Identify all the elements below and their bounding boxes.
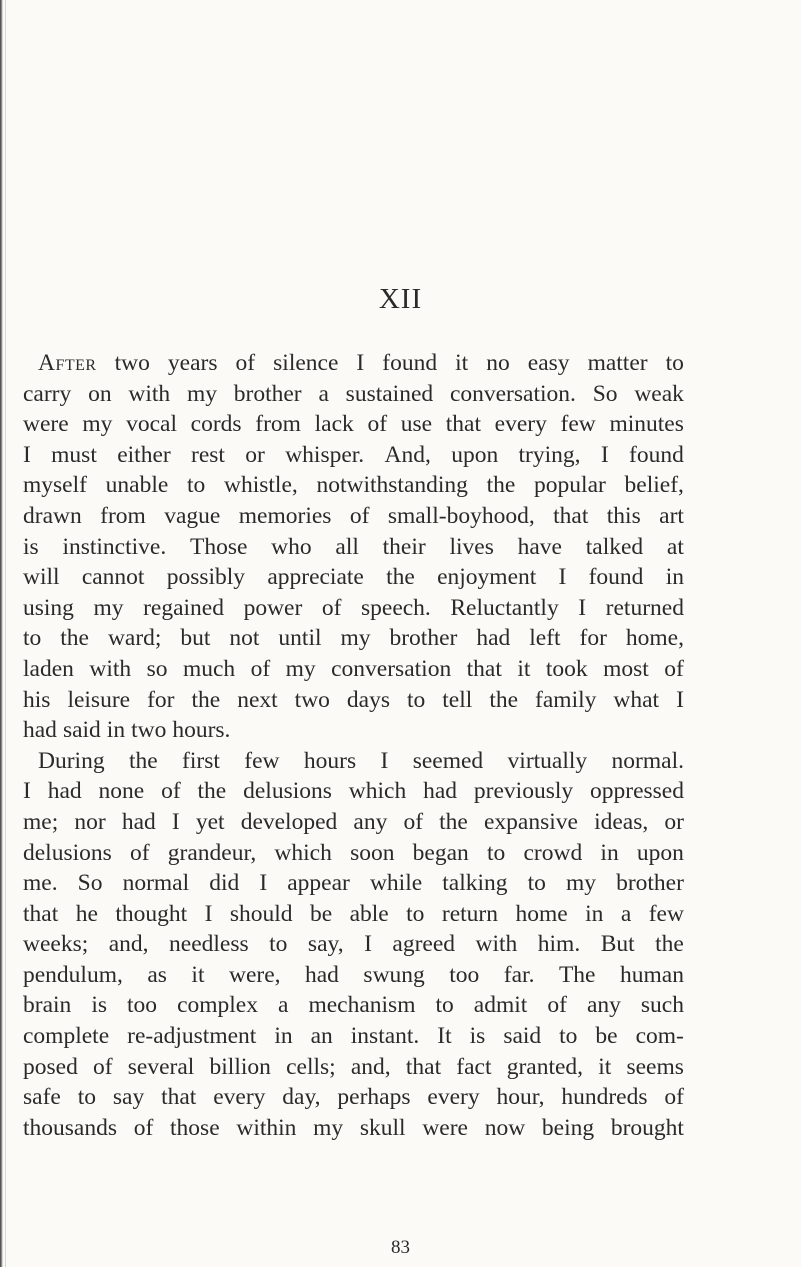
lead-word: After [38, 350, 97, 376]
text-line: his leisure for the next two days to tell the family what I [23, 686, 684, 713]
text-line: pendulum, as it were, had swung too far. The human [23, 961, 684, 988]
text-line: me; nor had I yet developed any of the expansive ideas, or [23, 808, 684, 835]
body-text [23, 348, 684, 1143]
text-line: carry on with my brother a sustained conversation. So weak [23, 380, 684, 407]
text-line: will cannot possibly appreciate the enjoyment I found in [23, 564, 684, 591]
text-line: using my regained power of speech. Reluctantly I returned [23, 594, 684, 621]
text-line: that he thought I should be able to return home in a few [23, 900, 684, 927]
text-line: safe to say that every day, perhaps every hour, hundreds of [23, 1084, 684, 1111]
text-line: During the first few hours I seemed virtually normal. [38, 747, 684, 774]
text-line: is instinctive. Those who all their lives have talked at [23, 533, 684, 560]
text-line: weeks; and, needless to say, I agreed with him. But the [23, 931, 684, 958]
binding-gutter [0, 0, 3, 1267]
text-line: brain is too complex a mechanism to admit of any such [23, 992, 684, 1019]
text-line: posed of several billion cells; and, that fact granted, it seems [23, 1053, 684, 1080]
chapter-heading: XII [378, 283, 423, 315]
text-line: laden with so much of my conversation that it took most of [23, 655, 684, 682]
text-line: complete re-adjustment in an instant. It is said to be com- [23, 1023, 684, 1050]
text-line: delusions of grandeur, which soon began to crowd in upon [23, 839, 684, 866]
text-line: I had none of the delusions which had previously oppressed [23, 778, 684, 805]
text-line: I must either rest or whisper. And, upon trying, I found [23, 441, 684, 468]
text-line: were my vocal cords from lack of use that every few minutes [23, 411, 684, 438]
text-line: to the ward; but not until my brother had left for home, [23, 625, 684, 652]
text-line: drawn from vague memories of small-boyhood, that this art [23, 502, 684, 529]
page-number: 83 [391, 1237, 410, 1258]
text-line: After two years of silence I found it no easy matter to [23, 348, 684, 379]
binding-line [5, 0, 6, 1267]
text-line: myself unable to whistle, notwithstanding the popular belief, [23, 472, 684, 499]
text-line: thousands of those within my skull were now being brought [23, 1114, 684, 1141]
text-line: had said in two hours. [23, 717, 231, 744]
text-line: me. So normal did I appear while talking to my brother [23, 870, 684, 897]
